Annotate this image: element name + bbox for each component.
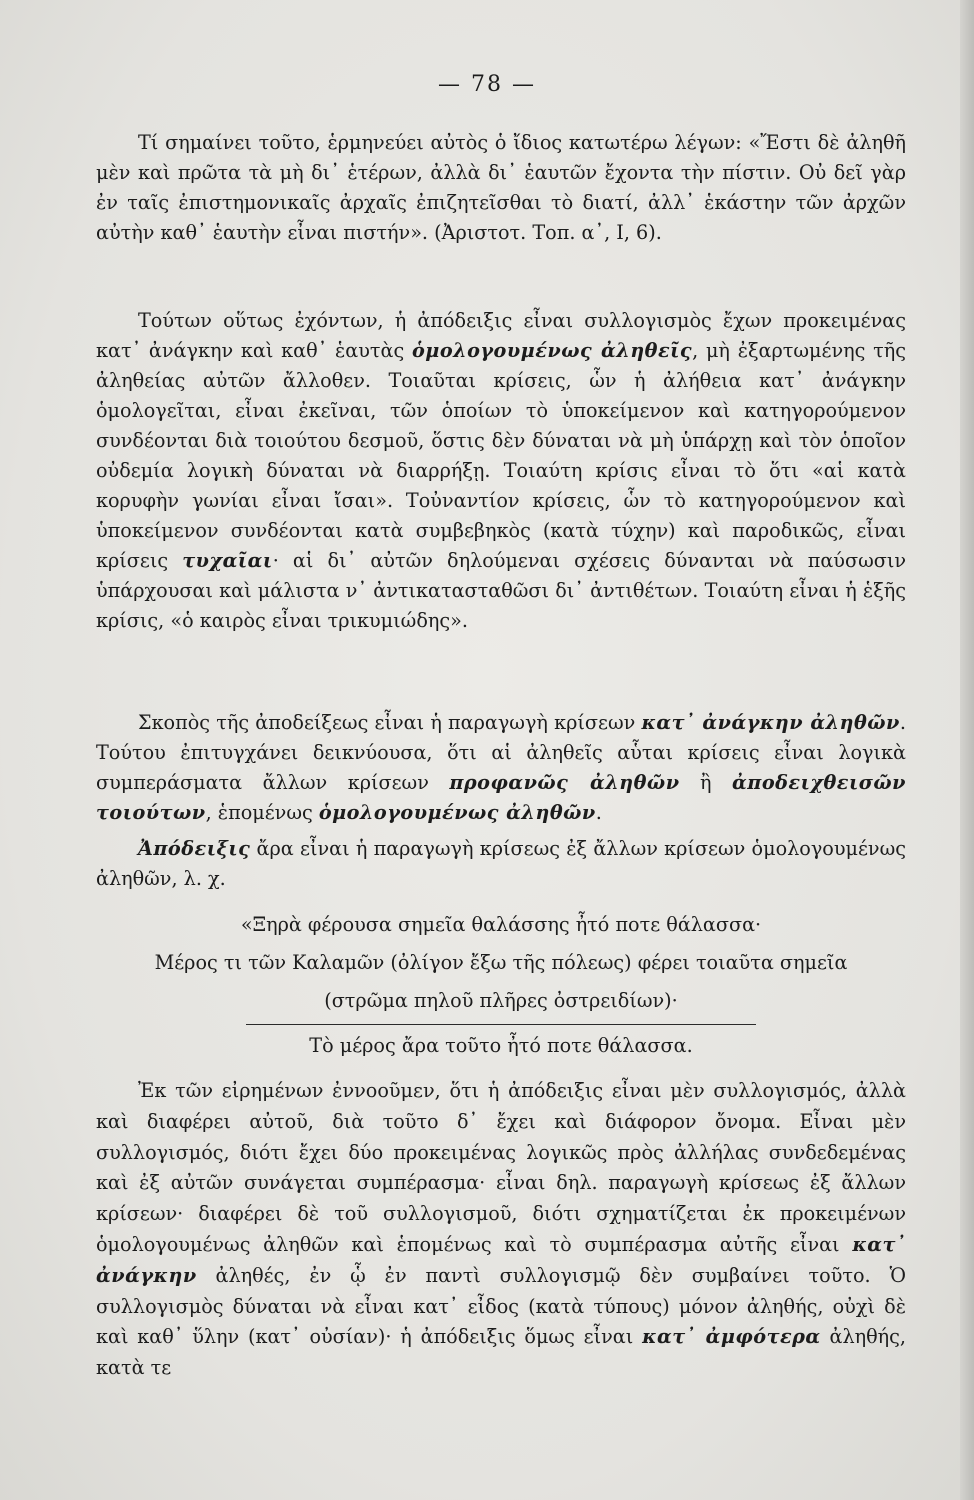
emphasis-term: ὁμολογουμένως ἀληθῶν — [318, 801, 596, 824]
syllogism-premise-major: «Ξηρὰ φέρουσα σημεῖα θαλάσσης ἦτό ποτε θάλασσα· — [240, 913, 762, 936]
syllogism-conclusion: Τὸ μέρος ἄρα τοῦτο ἦτό ποτε θάλασσα. — [309, 1034, 693, 1057]
paragraph-proof-vs-syllogism — [96, 1076, 906, 1384]
paragraph-purpose-of-proof — [96, 708, 906, 828]
text-run: Σκοπὸς τῆς ἀποδείξεως εἶναι ἡ παραγωγὴ κρίσεων — [138, 711, 642, 734]
text-run: ἢ — [679, 771, 733, 794]
emphasis-term: τυχαῖαι — [182, 549, 273, 572]
emphasis-term: προφανῶς ἀληθῶν — [449, 771, 680, 794]
emphasis-term: κατ᾿ ἀμφότερα — [642, 1325, 821, 1349]
text-run: ἄρα εἶναι ἡ παραγωγὴ κρίσεως ἐξ ἄλλων κρίσεων ὁμολογουμένως ἀληθῶν, λ. χ. — [96, 837, 906, 890]
text-run: Ἐκ τῶν εἰρημένων ἐννοοῦμεν, ὅτι ἡ ἀπόδειξις εἶναι μὲν συλλογισμός, ἀλλὰ καὶ διαφέρει αὐτοῦ, διὰ τοῦτο δ᾿ ἔχει καὶ διάφορον ὄνομα. Εἶναι μὲν συλλογισμός, διότι ἔχει δύο προκειμένας λογικῶς πρὸς ἀλλήλας συνδεδεμένας καὶ ἐξ αὐτῶν συνάγεται συμπέρασμα· εἶναι δηλ. παραγωγὴ κρίσεως ἐξ ἄλλων κρίσεων· διαφέρει δὲ τοῦ συλλογισμοῦ, διότι σχηματίζεται ἐκ προκειμένων ὁμολογουμένως ἀληθῶν καὶ ἑπομένως καὶ τὸ συμπέρασμα αὐτῆς εἶναι — [96, 1079, 906, 1256]
emphasis-term: κατ᾿ ἀνάγκην — [96, 1232, 906, 1287]
emphasis-term: Ἀπόδειξις — [138, 837, 251, 860]
text-run: ἀληθής, κατὰ τε — [96, 1325, 907, 1380]
text-run: . Τούτου ἐπιτυγχάνει δεικνύουσα, ὅτι αἱ ἀληθεῖς αὗται κρίσεις εἶναι λογικὰ συμπεράσματα ἄλλων κρίσεων — [96, 711, 906, 794]
syllogism-premise-minor-cont: (στρῶμα πηλοῦ πλῆρες ὀστρειδίων)· — [324, 989, 678, 1012]
syllogism-premise-minor: Μέρος τι τῶν Καλαμῶν (ὀλίγον ἔξω τῆς πόλεως) φέρει τοιαῦτα σημεῖα — [154, 951, 848, 974]
paragraph-proof-summary — [96, 834, 906, 894]
paragraph-definition-of-proof — [96, 306, 906, 636]
text-run: Τούτων οὕτως ἐχόντων, ἡ ἀπόδειξις εἶναι συλλογισμὸς ἔχων προκειμένας κατ᾿ ἀνάγκην καὶ καθ᾿ ἑαυτὰς — [96, 309, 906, 362]
emphasis-term: ἀποδειχθεισῶν τοιούτων — [96, 771, 906, 824]
emphasis-term: ὁμολογουμένως ἀληθεῖς — [412, 339, 693, 362]
paragraph-aristotle-quote: Τί σημαίνει τοῦτο, ἑρμηνεύει αὐτὸς ὁ ἴδιος κατωτέρω λέγων: «Ἔστι δὲ ἀληθῆ μὲν καὶ πρῶτα τὰ μὴ δι᾿ ἑτέρων, ἀλλὰ δι᾿ ἑαυτῶν ἔχοντα τὴν πίστιν. Οὐ δεῖ γὰρ ἐν ταῖς ἐπιστημονικαῖς ἀρχαῖς ἐπιζητεῖσθαι τὸ διατί, ἀλλ᾿ ἑκάστην τῶν ἀρχῶν αὐτὴν καθ᾿ ἑαυτὴν εἶναι πιστήν». (Ἀριστοτ. Τοπ. α᾿, Ι, 6). — [96, 131, 906, 244]
text-run: , μὴ ἐξαρτωμένης τῆς ἀληθείας αὐτῶν ἄλλοθεν. Τοιαῦται κρίσεις, ὧν ἡ ἀλήθεια κατ᾿ ἀνάγκην ὁμολογεῖται, εἶναι ἐκεῖναι, τῶν ὁποίων τὸ ὑποκείμενον καὶ κατηγορούμενον συνδέονται διὰ τοιούτου δεσμοῦ, ὅστις δὲν δύναται νὰ μὴ ὑπάρχῃ καὶ τὸν ὁποῖον οὐδεμία λογικὴ δύναται νὰ διαρρήξῃ. Τοιαύτη κρίσις εἶναι τὸ ὅτι «αἱ κατὰ κορυφὴν γωνίαι εἶναι ἴσαι». Τοὐναντίον κρίσεις, ὧν τὸ κατηγορούμενον καὶ ὑποκείμενον συνδέονται κατὰ συμβεβηκὸς (κατὰ τύχην) καὶ παροδικῶς, εἶναι κρίσεις — [96, 339, 906, 572]
text-run: . — [595, 801, 602, 824]
page-number: — 78 — — [438, 72, 536, 97]
emphasis-term: κατ᾿ ἀνάγκην ἀληθῶν — [641, 711, 900, 734]
syllogism-example — [96, 906, 906, 1065]
page-edge-shadow — [960, 0, 974, 1500]
text-run: , ἑπομένως — [205, 801, 319, 824]
syllogism-divider — [246, 1024, 756, 1025]
text-run: ἀληθές, ἐν ᾧ ἐν παντὶ συλλογισμῷ δὲν συμβαίνει τοῦτο. Ὁ συλλογισμὸς δύναται νὰ εἶναι κατ᾿ εἶδος (κατὰ τύπους) μόνον ἀληθής, οὐχὶ δὲ καὶ καθ᾿ ὕλην (κατ᾿ οὐσίαν)· ἡ ἀπόδειξις ὅμως εἶναι — [96, 1263, 906, 1349]
text-run: · αἱ δι᾿ αὐτῶν δηλούμεναι σχέσεις δύνανται νὰ παύσωσιν ὑπάρχουσαι καὶ μάλιστα ν᾿ ἀντικατασταθῶσι δι᾿ ἀντιθέτων. Τοιαύτη εἶναι ἡ ἑξῆς κρίσις, «ὁ καιρὸς εἶναι τρικυμιώδης». — [96, 549, 907, 632]
